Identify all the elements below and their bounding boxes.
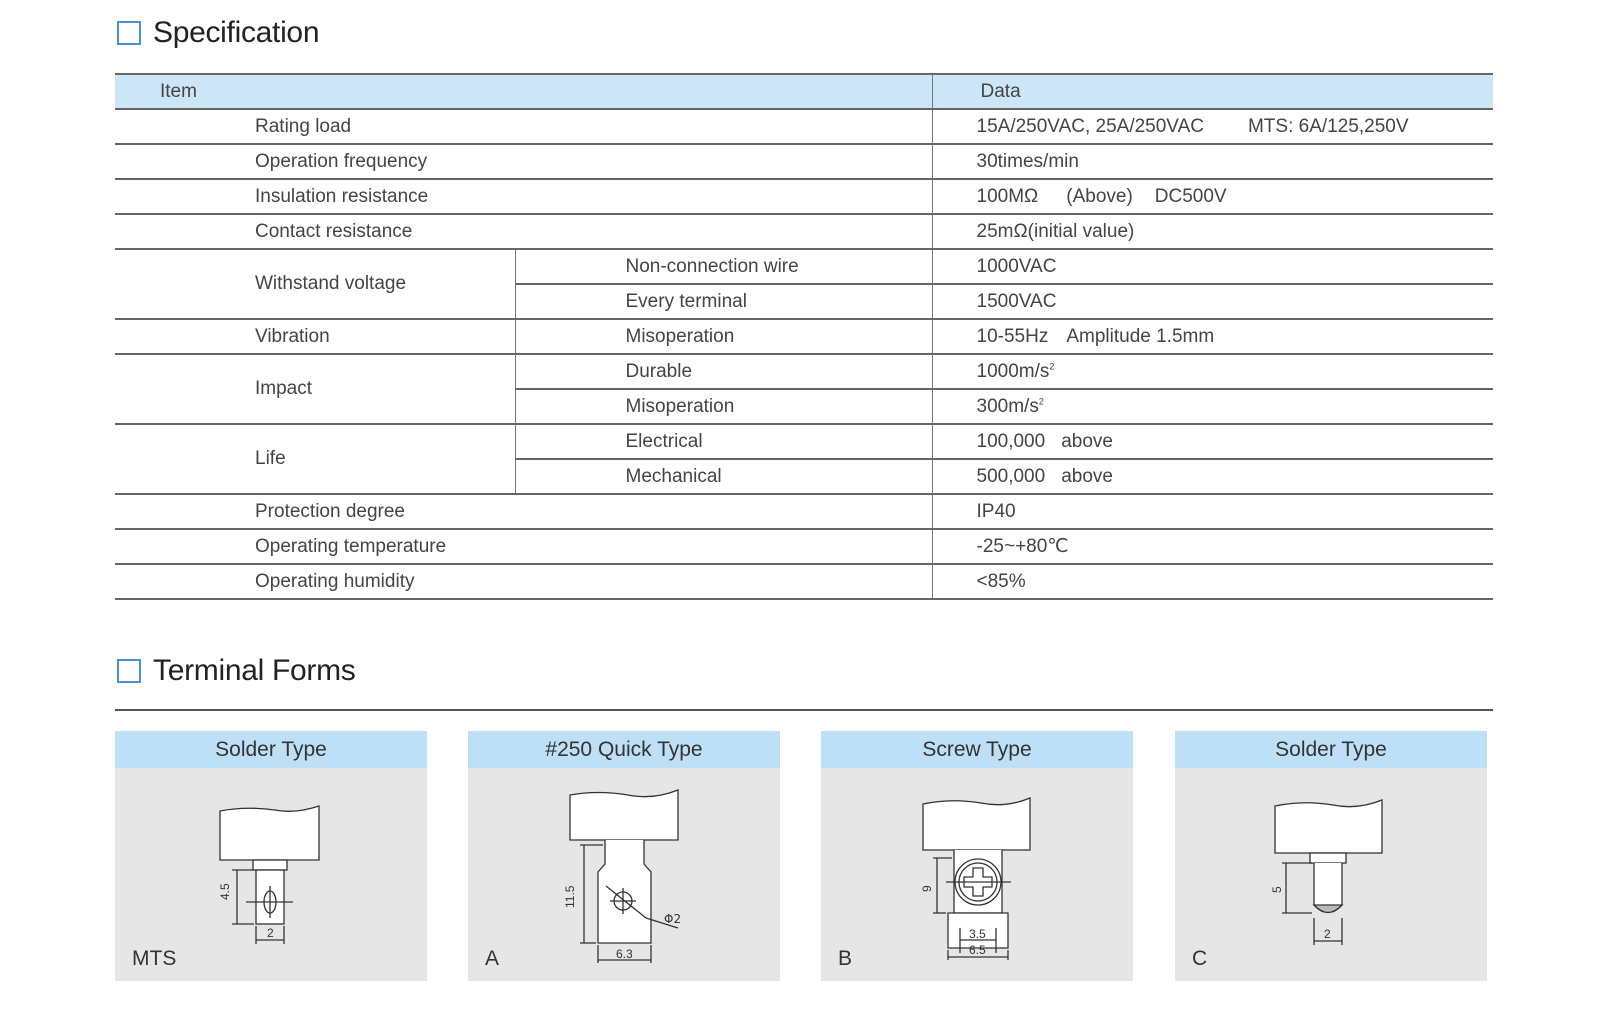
terminal-card-solder-mts [115,731,427,981]
insulation-value: 100MΩ [976,185,1039,207]
sub-label: Electrical [515,424,932,459]
dim-a-label: 5 [1270,886,1284,893]
table-row [115,249,1493,284]
dim-a-label: 11.5 [563,885,577,908]
row-label: Impact [115,354,515,424]
row-value: -25~+80℃ [932,529,1493,564]
dim-b-label: 2 [267,926,274,940]
row-label: Insulation resistance [115,179,932,214]
card-title: #250 Quick Type [468,731,780,768]
terminal-code: B [838,947,853,970]
specification-table [115,73,1493,600]
row-value [932,424,1493,459]
row-label: Life [115,424,515,494]
table-row [115,424,1493,459]
row-label: Operating humidity [115,564,932,599]
row-value: 30times/min [932,144,1493,179]
terminal-card-solder-c [1175,731,1487,981]
sub-label: Misoperation [515,389,932,424]
sub-label: Non-connection wire [515,249,932,284]
life-electrical-count: 100,000 [976,430,1046,452]
row-value [932,459,1493,494]
sub-label: Mechanical [515,459,932,494]
rating-load-mts-value: MTS: 6A/125,250V [1247,115,1409,137]
card-title: Screw Type [821,731,1133,768]
solder-c-terminal-diagram [1175,768,1487,981]
row-value [932,354,1493,389]
life-mechanical-count: 500,000 [976,465,1046,487]
row-label: Protection degree [115,494,932,529]
vibration-frequency: 10-55Hz [976,325,1049,347]
table-row [115,494,1493,529]
row-value [932,319,1493,354]
table-row [115,109,1493,144]
row-label: Contact resistance [115,214,932,249]
sub-label: Every terminal [515,284,932,319]
terminal-card-quick-250 [468,731,780,981]
table-row [115,354,1493,389]
table-header-row [115,74,1493,109]
rating-load-value: 15A/250VAC, 25A/250VAC [976,115,1204,137]
dim-a-label: 9 [920,885,934,892]
quick-terminal-diagram [468,768,780,981]
terminal-code: MTS [132,947,177,970]
terminal-forms-title: Terminal Forms [153,654,356,687]
sub-label: Durable [515,354,932,389]
life-electrical-qualifier: above [1061,430,1113,452]
item-column-header: Item [115,74,932,109]
terminal-forms-heading [117,654,356,688]
life-mechanical-qualifier: above [1061,465,1113,487]
insulation-qualifier: (Above) [1066,185,1133,207]
checkbox-square-icon [117,21,141,45]
terminal-card-screw [821,731,1133,981]
impact-misoperation-value: 300m/s [976,395,1039,417]
specification-heading [117,16,319,50]
table-row [115,319,1493,354]
vibration-amplitude: Amplitude 1.5mm [1066,325,1215,347]
table-row [115,144,1493,179]
row-value: IP40 [932,494,1493,529]
screw-terminal-diagram [821,768,1133,981]
exponent: 2 [1049,361,1055,372]
row-value: 25mΩ(initial value) [932,214,1493,249]
dim-b-label: 2 [1324,927,1331,941]
data-column-header: Data [932,74,1493,109]
exponent: 2 [1038,396,1044,407]
row-value: 1000VAC [932,249,1493,284]
row-label: Vibration [115,319,515,354]
row-label: Withstand voltage [115,249,515,319]
terminal-code: A [485,947,500,970]
dim-b-label: 6.3 [616,947,633,961]
dim-a-label: 4.5 [218,883,232,900]
insulation-test-voltage: DC500V [1154,185,1227,207]
row-label: Operating temperature [115,529,932,564]
table-row [115,214,1493,249]
section-divider [115,709,1493,711]
row-label: Operation frequency [115,144,932,179]
checkbox-square-icon [117,659,141,683]
impact-durable-value: 1000m/s [976,360,1050,382]
table-row [115,564,1493,599]
table-row [115,179,1493,214]
terminal-code: C [1192,947,1208,970]
row-value: 1500VAC [932,284,1493,319]
dim-b-label: 3.5 [969,927,986,941]
dim-c-label: 6.5 [969,943,986,957]
card-title: Solder Type [115,731,427,768]
sub-label: Misoperation [515,319,932,354]
row-value [932,179,1493,214]
row-value [932,389,1493,424]
row-label: Rating load [115,109,932,144]
row-value: <85% [932,564,1493,599]
table-row [115,529,1493,564]
dim-c-label: Φ2 [664,912,682,926]
specification-title: Specification [153,16,320,49]
card-title: Solder Type [1175,731,1487,768]
row-value [932,109,1493,144]
